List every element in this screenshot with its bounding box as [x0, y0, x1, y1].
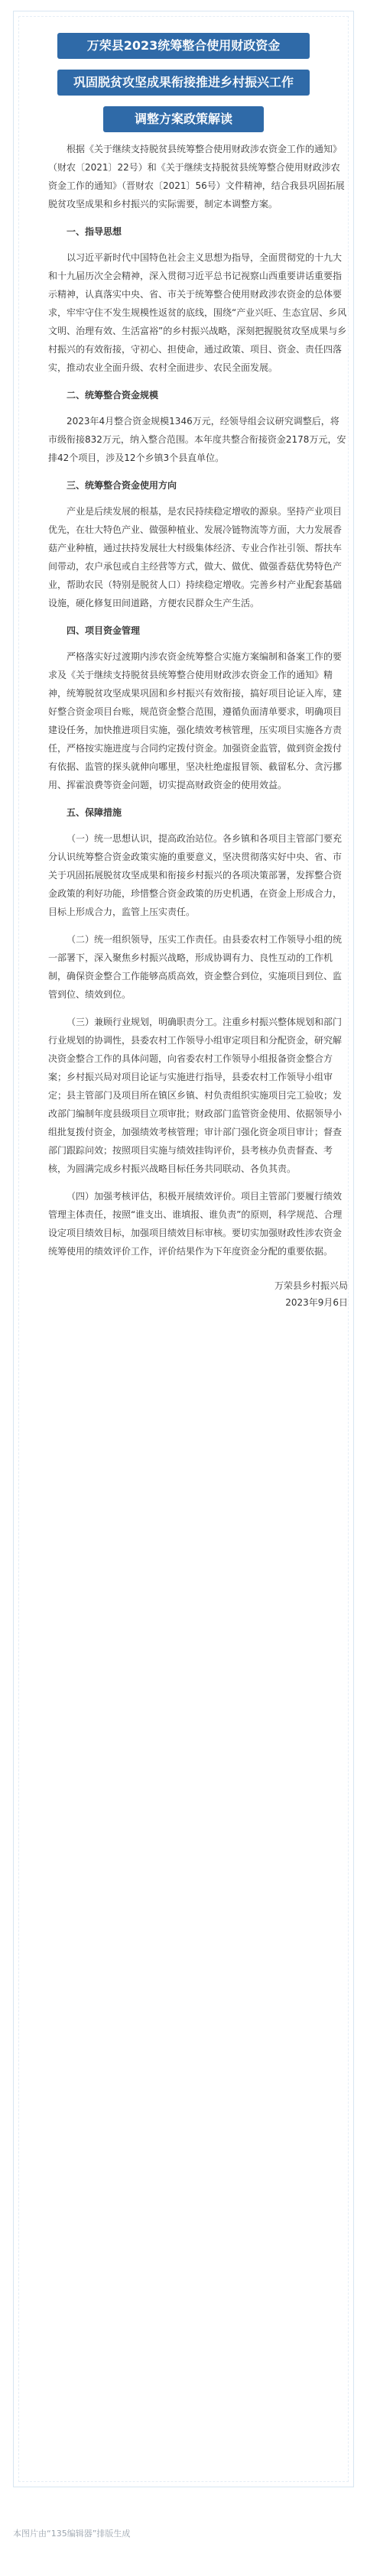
intro-paragraph: 根据《关于继续支持脱贫县统筹整合使用财政涉农资金工作的通知》（财农〔2021〕22号）和《关于继续支持脱贫县统筹整合使用财政涉农资金工作的通知》（晋财农〔2021〕56号）文件精神，结合我县巩固拓展脱贫攻坚成果和乡村振兴的实际需要，制定本调整方案。 — [48, 144, 345, 209]
measure-paragraph-2: （二）统一组织领导，压实工作责任。由县委农村工作领导小组的统一部署下，深入聚焦乡村振兴战略，形成协调有力、良性互动的工作机制，确保资金整合工作能够高质高效，资金整合到位，实施项目到位、监管到位、绩效到位。 — [48, 934, 343, 1000]
title-block — [14, 33, 353, 143]
document-body — [48, 140, 348, 1311]
section-heading-4: 四、项目资金管理 — [67, 625, 141, 636]
signature-org: 万荣县乡村振兴局 — [274, 1280, 348, 1291]
body-paragraph: 2023年4月整合资金规模1346万元，经领导组会议研究调整后，将市级衔接832万元，纳入整合范围。本年度共整合衔接资金2178万元，安排42个项目，涉及12个乡镇3个县直单位。 — [48, 416, 346, 463]
body-paragraph: 产业是后续发展的根基，是农民持续稳定增收的源泉。坚持产业项目优先，在壮大特色产业、做强种植业、发展冷链物流等方面，大力发展香菇产业种植，通过扶持发展壮大村级集体经济、专业合作社引领、帮扶车间带动，农户承包或自主经营等方式，做大、做优、做强香菇优势特色产业，帮助农民（特别是脱贫人口）持续稳定增收。完善乡村产业配套基础设施，硬化修复田间道路，方便农民群众生产生活。 — [48, 506, 343, 608]
title-line-3: 调整方案政策解读 — [103, 106, 264, 132]
measure-paragraph-4: （四）加强考核评估，积极开展绩效评价。项目主管部门要履行绩效管理主体责任，按照“谁支出、谁填报、谁负责”的原则，科学规范、合理设定项目绩效目标，加强项目绩效目标审核。要切实加强财政性涉农资金统筹使用的绩效评价工作，评价结果作为下年度资金分配的重要依据。 — [48, 1191, 343, 1257]
body-paragraph: 严格落实好过渡期内涉农资金统筹整合实施方案编制和备案工作的要求及《关于继续支持脱贫县统筹整合使用财政涉农资金工作的通知》精神，统筹脱贫攻坚成果巩固和乡村振兴有效衔接，搞好项目论证入库，建好整合资金项目台账，规范资金整合范围，遵循负面清单要求，明确项目建设任务，加快推进项目实施，强化绩效考核管理，压实项目实施各方责任，严格按实施进度与合同约定拨付资金。加强资金监管，做到资金拨付有依据、监管的探头就伸向哪里，坚决杜绝虚报冒领、截留私分、贪污挪用、挥霍浪费等资金问题，切实提高财政资金的使用效益。 — [48, 651, 343, 790]
title-line-1: 万荣县2023统筹整合使用财政资金 — [57, 33, 310, 59]
document-frame — [13, 11, 354, 2487]
measure-paragraph-3: （三）兼顾行业规划，明确职责分工。注重乡村振兴整体规划和部门行业规划的协调性，县委农村工作领导小组审定项目和分配资金，研究解决资金整合工作的具体问题，向省委农村工作领导小组报备资金整合方案；乡村振兴局对项目论证与实施进行指导，县委农村工作领导小组审定；县主管部门及项目所在镇区乡镇、村负责组织实施项目完工验收；发改部门编制年度县级项目立项审批；财政部门监管资金使用、依据领导小组批复拨付资金，加强绩效考核管理；审计部门强化资金项目审计；督查部门跟踪问效；按照项目实施与绩效挂钩评价，县考核办负责督查、考核，为圆满完成乡村振兴战略目标任务共同联动、各负其责。 — [48, 1017, 343, 1174]
signature-date: 2023年9月6日 — [285, 1297, 348, 1308]
body-paragraph: 以习近平新时代中国特色社会主义思想为指导，全面贯彻党的十九大和十九届历次全会精神，深入贯彻习近平总书记视察山西重要讲话重要指示精神，认真落实中央、省、市关于统筹整合使用财政涉农资金的总体要求，牢牢守住不发生规模性返贫的底线，围绕“产业兴旺、生态宜居、乡风文明、治理有效、生活富裕”的乡村振兴战略，深刻把握脱贫攻坚成果与乡村振兴的有效衔接，守初心、担使命，通过政策、项目、资金、责任四落实，推动农业全面升级、农村全面进步、农民全面发展。 — [48, 252, 347, 373]
signature-block — [48, 1277, 348, 1311]
section-heading-2: 二、统筹整合资金规模 — [67, 390, 159, 401]
section-heading-5: 五、保障措施 — [67, 807, 122, 818]
section-heading-3: 三、统筹整合资金使用方向 — [67, 480, 177, 491]
footer-credit: 本图片由“135编辑器”排版生成 — [13, 2529, 131, 2539]
title-line-2: 巩固脱贫攻坚成果衔接推进乡村振兴工作 — [57, 70, 310, 96]
measure-paragraph-1: （一）统一思想认识，提高政治站位。各乡镇和各项目主管部门要充分认识统筹整合资金政策实施的重要意义，坚决贯彻落实好中央、省、市关于巩固拓展脱贫攻坚成果和衔接乡村振兴的各项决策部署，发挥整合资金政策的利好功能，珍惜整合资金政策的历史机遇，在资金上形成合力，目标上形成合力，监管上压实责任。 — [48, 833, 343, 917]
section-heading-1: 一、指导思想 — [67, 226, 122, 237]
